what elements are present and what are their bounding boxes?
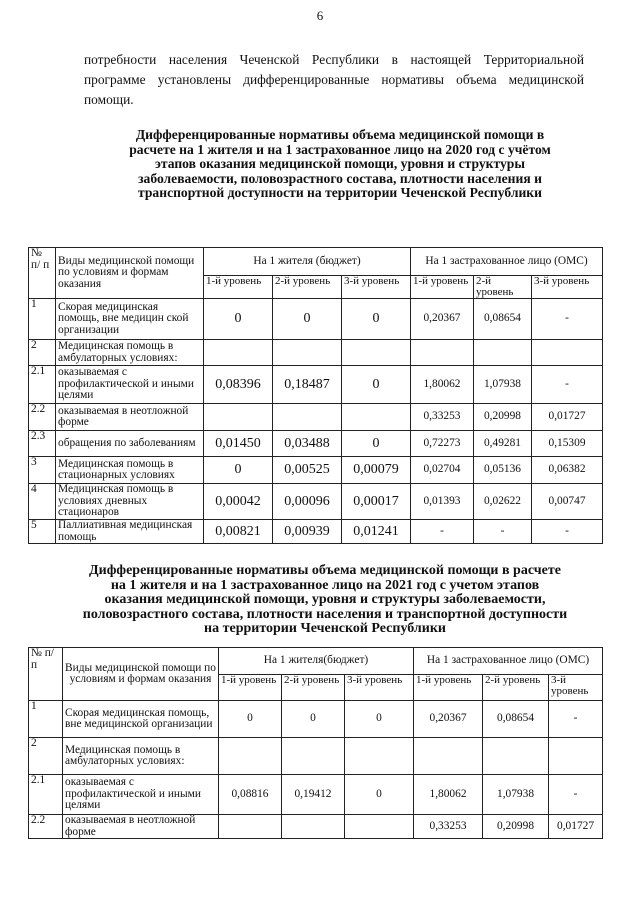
row-value-5: 0,20998 xyxy=(474,404,532,431)
row-value-1: 0,01450 xyxy=(204,431,273,457)
col-header-num: № п/ п xyxy=(29,248,56,299)
row-value-6: 0,01727 xyxy=(549,815,603,839)
row-value-4: 0,20367 xyxy=(411,299,474,340)
row-value-5: - xyxy=(474,520,532,544)
row-type: обращения по заболеваниям xyxy=(56,431,204,457)
row-value-5: 0,20998 xyxy=(483,815,549,839)
norms-table-2021 xyxy=(28,647,603,839)
table-row xyxy=(29,738,603,775)
row-value-6: 0,15309 xyxy=(532,431,603,457)
title-2020-line-4: заболеваемости, половозрастного состава, плотности населения и xyxy=(138,170,542,186)
table-row xyxy=(29,299,603,340)
title-2020-line-3: этапов оказания медицинской помощи, уровня и структуры xyxy=(155,156,525,171)
row-value-4: 0,01393 xyxy=(411,484,474,520)
table-row xyxy=(29,404,603,431)
row-value-1: 0,00042 xyxy=(204,484,273,520)
row-value-5: 0,02622 xyxy=(474,484,532,520)
row-value-4: 0,33253 xyxy=(411,404,474,431)
row-value-2 xyxy=(282,738,345,775)
level-header-5: 2-й уровень xyxy=(474,276,532,299)
row-type: Медицинская помощь в амбулаторных условиях: xyxy=(56,340,204,366)
row-value-4: 1,80062 xyxy=(411,366,474,404)
row-number: 2.3 xyxy=(29,431,56,457)
row-value-1: 0 xyxy=(219,701,282,738)
row-value-2: 0,19412 xyxy=(282,775,345,815)
row-value-3: 0,00079 xyxy=(342,457,411,484)
col-header-budget: На 1 жителя (бюджет) xyxy=(204,248,411,276)
level-header-2: 2-й уровень xyxy=(273,276,342,299)
row-value-1 xyxy=(204,404,273,431)
level-header-3: 3-й уровень xyxy=(342,276,411,299)
title-2021-line-5: на территории Чеченской Республики xyxy=(204,621,446,636)
title-2021-line-3: оказания медицинской помощи, уровня и структуры заболеваемости, xyxy=(104,592,546,607)
row-value-1 xyxy=(219,815,282,839)
row-type: Скорая медицинская помощь, вне медицинской организации xyxy=(63,701,219,738)
row-type: Медицинская помощь в условиях дневных стационаров xyxy=(56,484,204,520)
row-type: оказываемая в неотложной форме xyxy=(56,404,204,431)
page-number: 6 xyxy=(316,8,324,23)
row-type: Паллиативная медицинская помощь xyxy=(56,520,204,544)
table-row xyxy=(29,775,603,815)
row-number: 2.1 xyxy=(29,775,63,815)
col-header-num: № п/п xyxy=(29,648,63,701)
row-value-1: 0 xyxy=(204,299,273,340)
row-type: оказываемая с профилактической и иными целями xyxy=(63,775,219,815)
row-value-4: 0,72273 xyxy=(411,431,474,457)
row-number: 1 xyxy=(29,701,63,738)
level-header-1: 1-й уровень xyxy=(204,276,273,299)
row-type: оказываемая с профилактической и иными целями xyxy=(56,366,204,404)
row-value-3: 0,01241 xyxy=(342,520,411,544)
intro-line-2: программе установлены дифференцированные нормативы объема медицинской xyxy=(84,72,584,87)
row-value-1: 0,08396 xyxy=(204,366,273,404)
row-value-5: 0,05136 xyxy=(474,457,532,484)
level-header-1: 1-й уровень xyxy=(219,675,282,701)
row-value-6 xyxy=(532,340,603,366)
table-row xyxy=(29,366,603,404)
row-number: 3 xyxy=(29,457,56,484)
row-value-3 xyxy=(342,340,411,366)
row-value-5 xyxy=(474,340,532,366)
row-value-2: 0,00096 xyxy=(273,484,342,520)
row-type: Скорая медицинская помощь, вне медицин ской организации xyxy=(56,299,204,340)
col-header-budget: На 1 жителя(бюджет) xyxy=(219,648,414,675)
row-value-2: 0,18487 xyxy=(273,366,342,404)
row-value-3: 0 xyxy=(342,299,411,340)
row-value-3 xyxy=(345,815,414,839)
row-value-6: - xyxy=(549,775,603,815)
title-2021-line-4: половозрастного состава, плотности населения и транспортной доступности xyxy=(82,606,568,622)
row-value-6 xyxy=(549,738,603,775)
row-value-1: 0,00821 xyxy=(204,520,273,544)
row-type: Медицинская помощь в амбулаторных условиях: xyxy=(63,738,219,775)
col-header-oms: На 1 застрахованное лицо (ОМС) xyxy=(411,248,603,276)
row-value-6: 0,01727 xyxy=(532,404,603,431)
row-value-5: 1,07938 xyxy=(483,775,549,815)
row-value-4 xyxy=(414,738,483,775)
level-header-3: 3-й уровень xyxy=(345,675,414,701)
row-value-6: - xyxy=(549,701,603,738)
title-2020-line-1: Дифференцированные нормативы объема медицинской помощи в xyxy=(135,127,545,142)
row-value-5 xyxy=(483,738,549,775)
row-value-5: 1,07938 xyxy=(474,366,532,404)
table-row xyxy=(29,520,603,544)
row-value-4: 1,80062 xyxy=(414,775,483,815)
row-type: оказываемая в неотложной форме xyxy=(63,815,219,839)
row-value-5: 0,49281 xyxy=(474,431,532,457)
col-header-type: Виды медицинской помощи по условиям и формам оказания xyxy=(63,648,219,701)
header-row xyxy=(29,648,603,675)
row-value-3: 0 xyxy=(345,775,414,815)
intro-line-1: потребности населения Чеченской Республики в настоящей Территориальной xyxy=(84,52,584,67)
table-row xyxy=(29,484,603,520)
row-value-1: 0,08816 xyxy=(219,775,282,815)
row-number: 1 xyxy=(29,299,56,340)
row-value-1: 0 xyxy=(204,457,273,484)
row-value-3: 0 xyxy=(342,431,411,457)
row-value-3: 0,00017 xyxy=(342,484,411,520)
row-value-4: - xyxy=(411,520,474,544)
level-header-4: 1-й уровень xyxy=(411,276,474,299)
col-header-type: Виды медицинской помощи по условиям и формам оказания xyxy=(56,248,204,299)
table-row xyxy=(29,701,603,738)
level-header-6: 3-й уровень xyxy=(549,675,603,701)
col-header-oms: На 1 застрахованное лицо (ОМС) xyxy=(414,648,603,675)
intro-paragraph xyxy=(84,50,584,110)
level-header-4: 1-й уровень xyxy=(414,675,483,701)
row-value-3 xyxy=(345,738,414,775)
title-2020-line-2: расчете на 1 жителя и на 1 застрахованное лицо на 2020 год с учётом xyxy=(129,141,551,157)
table-row xyxy=(29,457,603,484)
row-value-3: 0 xyxy=(345,701,414,738)
row-value-2: 0,03488 xyxy=(273,431,342,457)
row-value-4: 0,33253 xyxy=(414,815,483,839)
section-title-2021 xyxy=(40,564,610,637)
header-row xyxy=(29,248,603,276)
row-value-4 xyxy=(411,340,474,366)
row-value-2 xyxy=(273,404,342,431)
table-row xyxy=(29,340,603,366)
row-value-4: 0,02704 xyxy=(411,457,474,484)
row-value-6: 0,06382 xyxy=(532,457,603,484)
row-type: Медицинская помощь в стационарных условиях xyxy=(56,457,204,484)
row-number: 2 xyxy=(29,738,63,775)
row-value-2: 0 xyxy=(273,299,342,340)
section-title-2020 xyxy=(90,128,590,201)
norms-table-2020 xyxy=(28,247,603,544)
row-value-3: 0 xyxy=(342,366,411,404)
row-value-3 xyxy=(342,404,411,431)
row-number: 4 xyxy=(29,484,56,520)
row-value-2 xyxy=(273,340,342,366)
title-2020-line-5: транспортной доступности на территории Чеченской Республики xyxy=(138,185,542,200)
row-value-6: - xyxy=(532,299,603,340)
table-row xyxy=(29,431,603,457)
row-value-2: 0,00525 xyxy=(273,457,342,484)
table-row xyxy=(29,815,603,839)
row-number: 5 xyxy=(29,520,56,544)
row-number: 2.2 xyxy=(29,815,63,839)
intro-line-3: помощи. xyxy=(84,92,134,107)
row-value-4: 0,20367 xyxy=(414,701,483,738)
row-value-6: - xyxy=(532,520,603,544)
row-value-6: - xyxy=(532,366,603,404)
row-value-5: 0,08654 xyxy=(474,299,532,340)
row-value-1 xyxy=(204,340,273,366)
row-number: 2 xyxy=(29,340,56,366)
title-2021-line-2: на 1 жителя и на 1 застрахованное лицо на 2021 год с учетом этапов xyxy=(110,577,540,593)
level-header-5: 2-й уровень xyxy=(483,675,549,701)
row-value-6: 0,00747 xyxy=(532,484,603,520)
level-header-6: 3-й уровень xyxy=(532,276,603,299)
row-value-2 xyxy=(282,815,345,839)
row-number: 2.2 xyxy=(29,404,56,431)
title-2021-line-1: Дифференцированные нормативы объема медицинской помощи в расчете xyxy=(89,563,561,578)
row-value-1 xyxy=(219,738,282,775)
row-number: 2.1 xyxy=(29,366,56,404)
level-header-2: 2-й уровень xyxy=(282,675,345,701)
row-value-2: 0 xyxy=(282,701,345,738)
row-value-5: 0,08654 xyxy=(483,701,549,738)
row-value-2: 0,00939 xyxy=(273,520,342,544)
